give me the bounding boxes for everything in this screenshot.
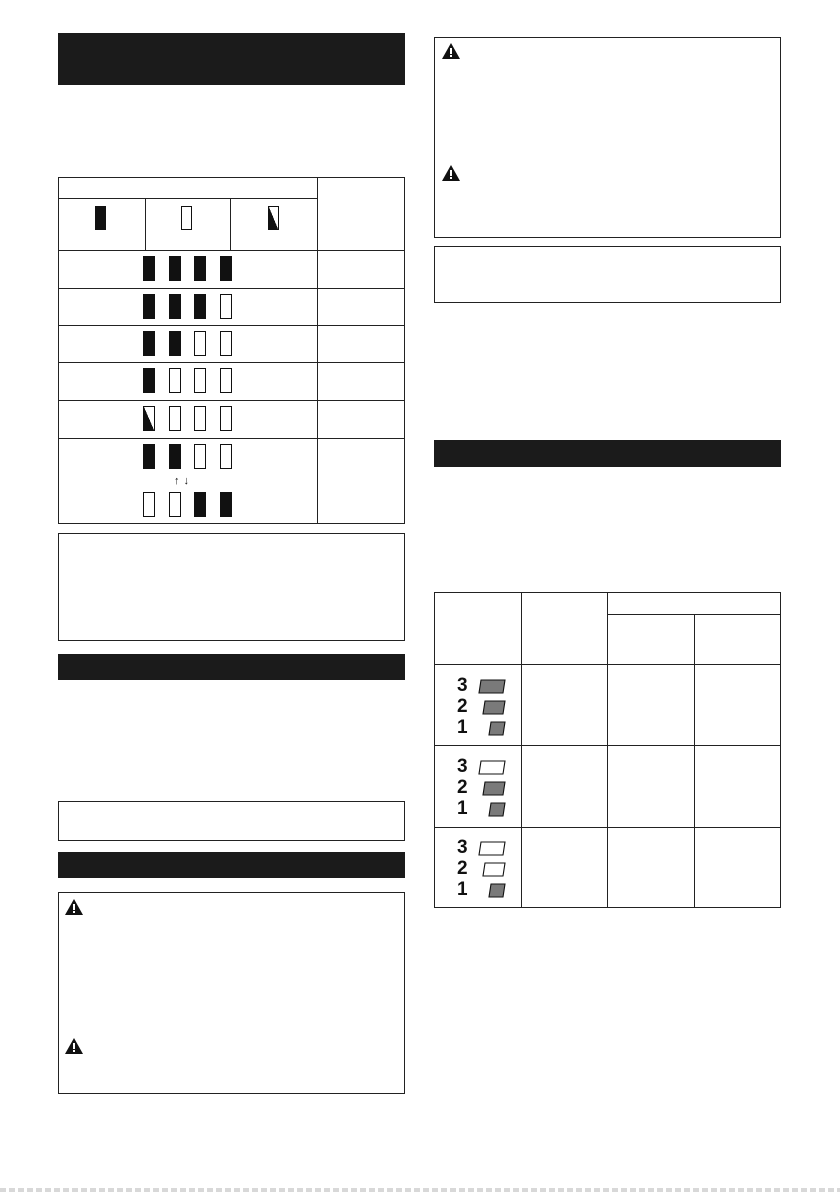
blinking-segment-icon <box>268 206 279 230</box>
note-box <box>58 533 405 641</box>
section-header-bar <box>58 654 405 680</box>
caution-box-right <box>434 37 781 238</box>
speed-bar-icon <box>482 781 506 796</box>
battery-segment <box>194 294 206 319</box>
battery-segment <box>143 256 155 281</box>
note-box-right <box>434 246 781 303</box>
warning-triangle-icon <box>64 1037 84 1055</box>
battery-segment <box>220 256 232 281</box>
speed-bar-icon <box>488 883 506 898</box>
battery-segment <box>169 331 181 356</box>
battery-segment <box>169 294 181 319</box>
section-header-bar-2 <box>58 852 405 878</box>
speed-number: 1 <box>457 798 468 819</box>
battery-segment <box>169 444 181 469</box>
battery-segment <box>220 406 232 431</box>
speed-bar-icon <box>482 700 506 715</box>
battery-segment <box>194 444 206 469</box>
battery-segment <box>194 368 206 393</box>
speed-number: 2 <box>457 858 468 879</box>
battery-segment <box>194 406 206 431</box>
speed-number: 1 <box>457 717 468 738</box>
speed-bar-icon <box>478 679 506 694</box>
battery-segment <box>143 368 155 393</box>
battery-segment <box>220 444 232 469</box>
battery-segment <box>169 492 181 517</box>
speed-number: 1 <box>457 879 468 900</box>
speed-bar-icon <box>478 760 506 775</box>
battery-segment <box>143 331 155 356</box>
battery-segment <box>194 331 206 356</box>
battery-segment <box>143 294 155 319</box>
alternating-arrows: ↑↓ <box>174 475 193 487</box>
battery-segment <box>169 256 181 281</box>
battery-segment <box>169 406 181 431</box>
warning-triangle-icon <box>441 42 461 60</box>
battery-segment <box>194 256 206 281</box>
off-segment-icon <box>181 206 192 230</box>
speed-number: 3 <box>457 837 468 858</box>
speed-number: 2 <box>457 777 468 798</box>
note-box-small <box>58 801 405 841</box>
warning-triangle-icon <box>441 164 461 182</box>
speed-number: 2 <box>457 696 468 717</box>
battery-segment <box>143 406 155 431</box>
speed-bar-icon <box>482 862 506 877</box>
speed-number: 3 <box>457 675 468 696</box>
battery-segment <box>220 492 232 517</box>
battery-segment <box>220 294 232 319</box>
section-header-bar-right <box>434 440 781 467</box>
page-edge <box>0 1188 840 1192</box>
caution-box <box>58 892 405 1094</box>
section-title-bar <box>58 33 405 85</box>
lit-segment-icon <box>95 206 106 230</box>
speed-number: 3 <box>457 756 468 777</box>
battery-segment <box>169 368 181 393</box>
speed-bar-icon <box>478 841 506 856</box>
warning-triangle-icon <box>64 898 84 916</box>
battery-segment <box>220 331 232 356</box>
battery-segment <box>143 492 155 517</box>
battery-segment <box>220 368 232 393</box>
battery-segment <box>194 492 206 517</box>
battery-segment <box>143 444 155 469</box>
speed-bar-icon <box>488 802 506 817</box>
speed-bar-icon <box>488 721 506 736</box>
